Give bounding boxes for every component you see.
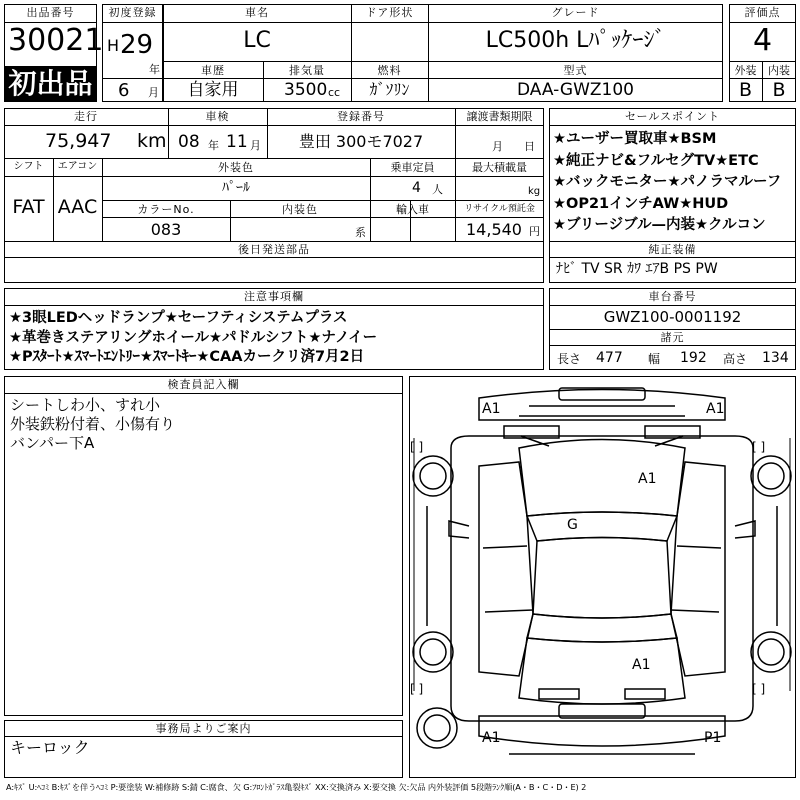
wheel-rear-left	[413, 632, 453, 672]
model-label: 型式	[563, 64, 588, 77]
displacement-label: 排気量	[289, 64, 325, 77]
grade: LC500h Lﾊﾟｯｹｰｼﾞ	[485, 28, 666, 53]
mirrors	[449, 521, 755, 538]
mark-rear-left: A1	[482, 730, 501, 746]
dimensions-label: 諸元	[660, 331, 685, 344]
month-unit: 月	[148, 86, 159, 99]
mark-roof: G	[567, 517, 578, 533]
exterior-color-label: 外装色	[218, 161, 254, 174]
exterior-grade: B	[738, 79, 753, 101]
fuel-label: 燃料	[377, 64, 402, 77]
car-name-label: 車名	[245, 6, 269, 19]
score-label: 評価点	[744, 6, 781, 19]
transfer-label: 譲渡書類期限	[466, 110, 533, 123]
genuine-equipment-label: 純正装備	[648, 243, 697, 256]
roof-panel	[533, 538, 671, 619]
car-name: LC	[243, 28, 271, 53]
width: 192	[680, 350, 707, 366]
rear-window	[527, 614, 677, 642]
chassis-label: 車台番号	[648, 290, 697, 303]
first-registration-month: 6	[118, 80, 130, 101]
color-no: 083	[150, 220, 182, 239]
interior-grade-label: 内装	[768, 64, 790, 77]
inspection-month: 11	[226, 132, 248, 152]
office-note: キーロック	[10, 738, 90, 757]
door-label: ドア形状	[365, 6, 414, 19]
interior-grade: B	[772, 79, 786, 101]
bracket-marker: [ ]	[752, 440, 766, 454]
reg-no-label: 登録番号	[337, 110, 385, 123]
mark-front-right: A1	[706, 401, 725, 417]
capacity-label: 乗車定員	[390, 161, 435, 174]
bracket-marker: [ ]	[752, 682, 766, 696]
history-label: 車歴	[201, 64, 225, 77]
recycle-fee: 14,540	[466, 220, 522, 239]
inspection-month-unit: 月	[250, 139, 261, 152]
notes-list	[9, 309, 377, 368]
selling-point: ★ユーザー買取車★BSM	[553, 131, 717, 147]
bracket-marker: [ ]	[410, 440, 424, 454]
capacity-unit: 人	[432, 183, 443, 196]
note-line: ★Pｽﾀｰﾄ★ｽﾏｰﾄｴﾝﾄﾘｰ★ｽﾏｰﾄｷｰ★CAAカークリ済7月2日	[9, 349, 365, 365]
mileage-label: 走行	[74, 110, 98, 123]
bracket-marker: [ ]	[410, 682, 424, 696]
notes-label: 注意事項欄	[244, 290, 304, 303]
car-diagram	[409, 376, 796, 778]
office-label: 事務局よりご案内	[155, 722, 252, 735]
height-label: 高さ	[723, 352, 748, 366]
lot-label: 出品番号	[26, 6, 75, 19]
shift-value: FAT	[12, 196, 45, 218]
history: 自家用	[187, 80, 239, 100]
era: H	[107, 36, 120, 55]
model: DAA-GWZ100	[517, 80, 634, 100]
hood-panel	[519, 440, 685, 517]
recycle-label: リサイクル預託金	[464, 204, 535, 214]
tail-light-left	[539, 689, 579, 699]
interior-color-unit: 系	[355, 226, 366, 239]
fuel: ｶﾞｿﾘﾝ	[369, 80, 410, 99]
grade-label: グレード	[551, 6, 600, 19]
score: 4	[752, 23, 773, 58]
tail-light-right	[625, 689, 665, 699]
mark-rear-right: P1	[704, 730, 722, 746]
rear-parts-label: 後日発送部品	[238, 243, 310, 256]
displacement-unit: cc	[328, 86, 341, 99]
windshield	[527, 512, 677, 541]
height: 134	[762, 350, 789, 366]
wheel-front-left	[413, 456, 453, 496]
door-lines	[483, 546, 721, 612]
lot-number: 30021	[8, 23, 104, 58]
exterior-grade-label: 外装	[734, 64, 757, 77]
max-load-label: 最大積載量	[472, 161, 527, 174]
exterior-color: ﾊﾟｰﾙ	[222, 180, 250, 196]
front-grille	[519, 406, 685, 416]
side-guides	[414, 438, 790, 691]
selling-points-label: セールスポイント	[624, 110, 720, 123]
selling-point: ★純正ナビ&フルセグTV★ETC	[553, 152, 759, 169]
first-registration-year: 29	[120, 30, 154, 60]
import-label: 輸入車	[396, 203, 429, 216]
transfer-day-unit: 日	[524, 140, 535, 153]
inspection-year-unit: 年	[208, 139, 219, 152]
spare-wheel	[417, 708, 457, 748]
inspection-label: 車検	[205, 110, 230, 123]
trunk-panel	[519, 638, 685, 704]
selling-point: ★バックモニター★パノラマルーフ	[553, 174, 782, 190]
wheel-rear-right	[751, 632, 791, 672]
genuine-equipment: ﾅﾋﾞ TV SR ｶﾜ ｴｱB PS PW	[556, 261, 718, 277]
recycle-unit: 円	[529, 225, 540, 238]
width-label: 幅	[648, 352, 661, 366]
inspector-line: 外装鉄粉付着、小傷有り	[10, 415, 176, 433]
max-load-unit: kg	[528, 186, 541, 197]
selling-point: ★OP21インチAW★HUD	[553, 195, 729, 212]
inspector-label: 検査員記入欄	[167, 378, 240, 391]
mileage-unit: km	[137, 130, 167, 152]
first-listing-badge: 初出品	[5, 66, 96, 101]
inspection-year: 08	[178, 132, 200, 152]
wheel-front-right	[751, 456, 791, 496]
inspector-notes	[10, 396, 175, 453]
note-line: ★3眼LEDヘッドランプ★セーフティシステムプラス	[9, 310, 348, 326]
note-line: ★革巻きステアリングホイール★パドルシフト★ナノイー	[9, 329, 378, 346]
mileage: 75,947	[45, 130, 112, 152]
mark-front-left: A1	[482, 401, 501, 417]
shift-label: シフト	[13, 161, 44, 172]
aircon-value: AAC	[57, 196, 98, 218]
aircon-label: エアコン	[57, 161, 98, 172]
legend: A:ｷｽﾞ U:ﾍｺﾐ B:ｷｽﾞを伴うﾍｺﾐ P:要塗装 W:補修跡 S:錆 C:腐食、欠 G:ﾌﾛﾝﾄｶﾞﾗｽ亀裂ｷｽﾞ XX:交換済み X:要交換 欠:欠品 内外装評価 5段階ﾗﾝｸ順(A・B・C・D・E) 2	[6, 782, 587, 792]
mark-hood: A1	[638, 471, 657, 487]
first-registration-label: 初度登録	[108, 6, 157, 19]
selling-point: ★ブリージブル—内装★クルコン	[553, 217, 766, 233]
body-outline	[451, 436, 753, 721]
color-no-label: カラーNo.	[137, 203, 195, 216]
registration-number: 豊田 300モ7027	[298, 132, 424, 151]
length-label: 長さ	[557, 352, 582, 366]
displacement: 3500	[284, 80, 328, 100]
capacity: 4	[412, 180, 421, 196]
inspector-line: バンパー下A	[10, 434, 95, 452]
transfer-month-unit: 月	[492, 140, 503, 153]
year-unit: 年	[149, 63, 160, 76]
length: 477	[596, 350, 623, 366]
interior-color-label: 内装色	[282, 203, 318, 216]
chassis-number: GWZ100-0001192	[603, 308, 742, 326]
inspector-line: シートしわ小、すれ小	[10, 396, 161, 414]
selling-points-list	[553, 129, 781, 237]
mark-trunk: A1	[632, 657, 651, 673]
